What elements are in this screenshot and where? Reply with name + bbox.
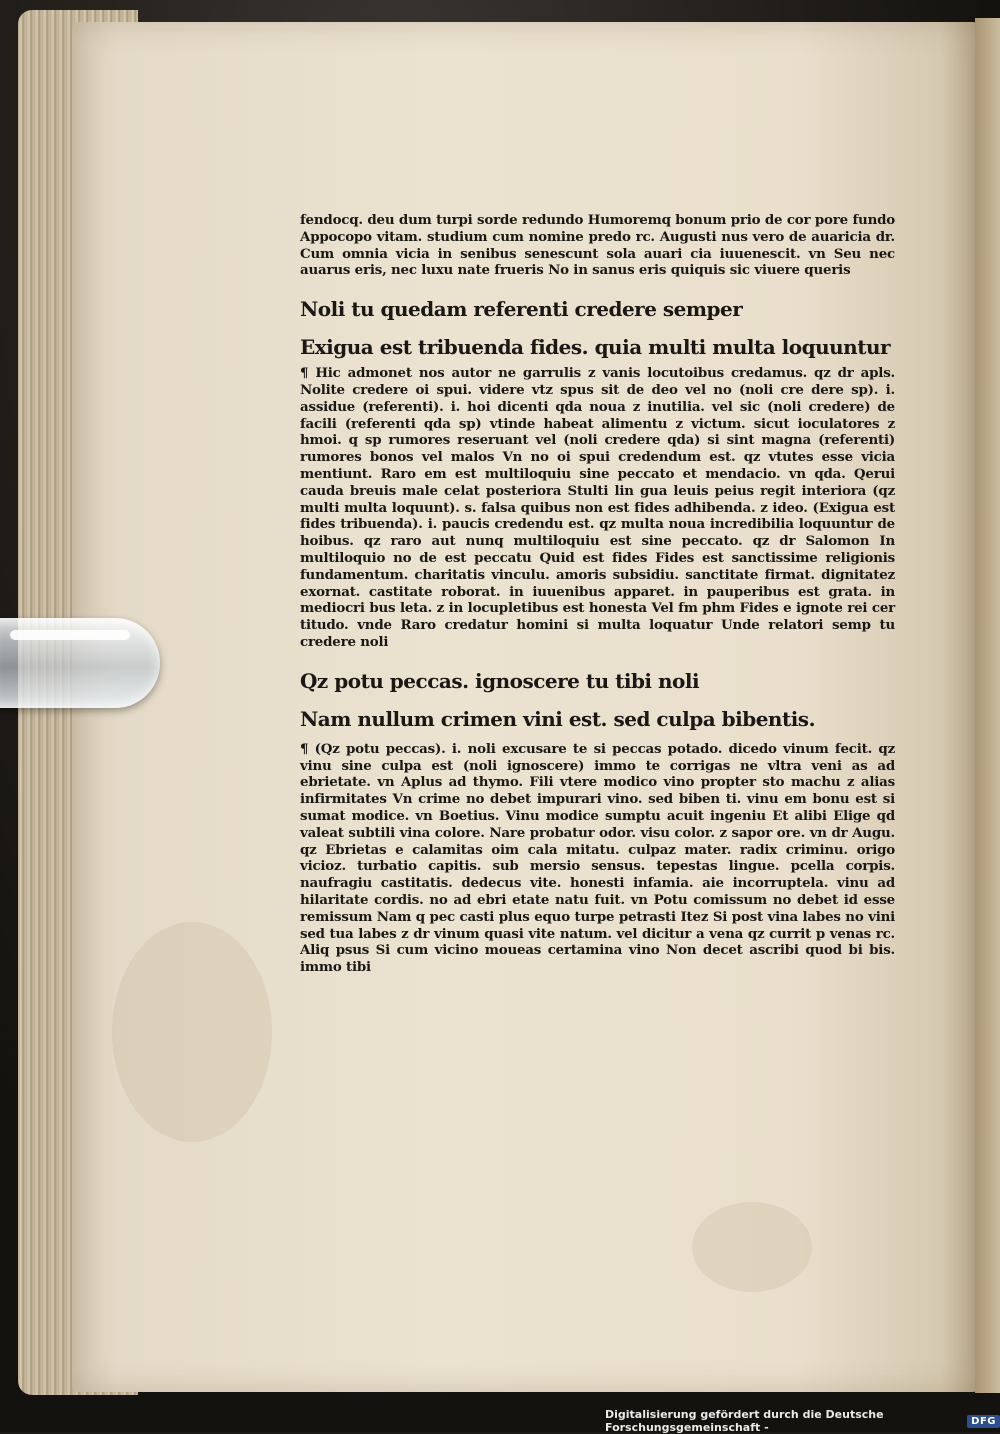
commentary-text-2: Hic admonet nos autor ne garrulis z vanis locutoibus credamus. qz dr apls. Nolite credere oi spui. videre vtz spus sit de deo vel no (noli cre dere sp). i. assidue (referenti). i. hoi dicenti qda noua z inutilia. vel sic (noli credere) de facili (referenti qda sp) vtinde habeat alimentu z victum. sicut ioculatores z hmoi. q sp rumores reseruant vel (noli credere qda) si sint magna (referenti) rumores bonos vel malos Vn no oi spui credendum est. qz vtutes esse vicia mentiunt. Raro em est multiloquiu sine peccato et mendacio. vn qda. Qerui cauda breuis male celat posteriora Stulti lin gua leuis peius regit interiora (qz multi multa loquunt). s. falsa quibus non est fides adhibenda. z ideo. (Exigua est fides tribuenda). i. paucis credendu est. qz multa noua incredibilia loquuntur de hoibus. qz raro aut nunq multiloquiu est sine peccato. qz dr Salomon In multiloquio no de est peccatu Quid est fides Fides est sanctissime religionis fundamentum. charitatis vinculu. amoris subsidiu. sanctitate firmat. dignitatez exornat. castitate roborat. in iuuenibus apparet. in pauperibus est grata. in mediocri bus leta. z in locupletibus est honesta Vel fm phm Fides e ignote rei cer titudo. vnde Raro credatur homini si multa loquatur Unde relatori semp tu credere noli (300, 365, 895, 650)
paragraph-marker: ¶ (300, 740, 309, 757)
dfg-logo-icon: DFG (967, 1415, 1000, 1428)
footer-credit-text: Digitalisierung gefördert durch die Deutsche Forschungsgemeinschaft - (605, 1408, 884, 1434)
paper-stain (692, 1202, 812, 1292)
commentary-text-3: (Qz potu peccas). i. noli excusare te si peccas potado. dicedo vinum fecit. qz vinu sine culpa est (noli ignoscere) immo te corrigas ne vltra veni as ad ebrietate. vn Aplus ad thymo. Fili vtere modico vino propter sto machu z alias infirmitates Vn crime no debet impurari vino. sed biben ti. vinu em bonu est si sumat modice. vn Boetius. Vinu modice sumptu acuit ingeniu Et alibi Elige qd valeat subtili vina colore. Nare probatur odor. visu color. z sapor ore. vn dr Augu. qz Ebrietas e calamitas oim cala mitatu. culpaz mater. radix criminu. origo vicioz. turbatio capitis. sub mersio sensus. tepestas lingue. pcella corpis. naufragiu castitatis. dedecus vite. honesti infamia. aie incorruptela. vinu ad hilaritate cordis. no ad ebri etate natu fuit. vn Potu comissum no debet id esse remissum Nam q pec casti plus equo turpe petrasti Itez Si post vina labes no vini sed tua labes z dr vinum quasi vite natum. vel dicitur a vena qz currit p venas rc. Aliq psus Si cum vicino moueas certamina vino Non decet ascribi quod bi bis. immo tibi (300, 740, 895, 976)
verse-line-2: Exigua est tribuenda fides. quia multi multa loquuntur (300, 335, 891, 360)
glass-page-weight (0, 618, 160, 708)
paragraph-marker: ¶ (300, 365, 309, 382)
facing-page-edge (975, 18, 1000, 1393)
text-block (300, 212, 895, 976)
glass-highlight (10, 630, 130, 640)
verse-line-1: Noli tu quedam referenti credere semper (300, 297, 743, 322)
commentary-paragraph-2 (300, 365, 895, 651)
verse-line-3: Qz potu peccas. ignoscere tu tibi noli (300, 668, 700, 693)
footer-credit (605, 1408, 1000, 1434)
commentary-paragraph-1: fendocq. deu dum turpi sorde redundo Humoremq bonum prio de cor pore fundo Appocopo vitam. studium cum nomine predo rc. Augusti nus vero de auaricia dr. Cum omnia vicia in senibus senescunt sola auari cia iuuenescit. vn Seu nec auarus eris, nec luxu nate frueris No in sanus eris quiquis sic viuere queris (300, 212, 895, 279)
verse-line-4: Nam nullum crimen vini est. sed culpa bibentis. (300, 706, 816, 731)
paper-stain (112, 922, 272, 1142)
commentary-paragraph-3 (300, 741, 895, 976)
